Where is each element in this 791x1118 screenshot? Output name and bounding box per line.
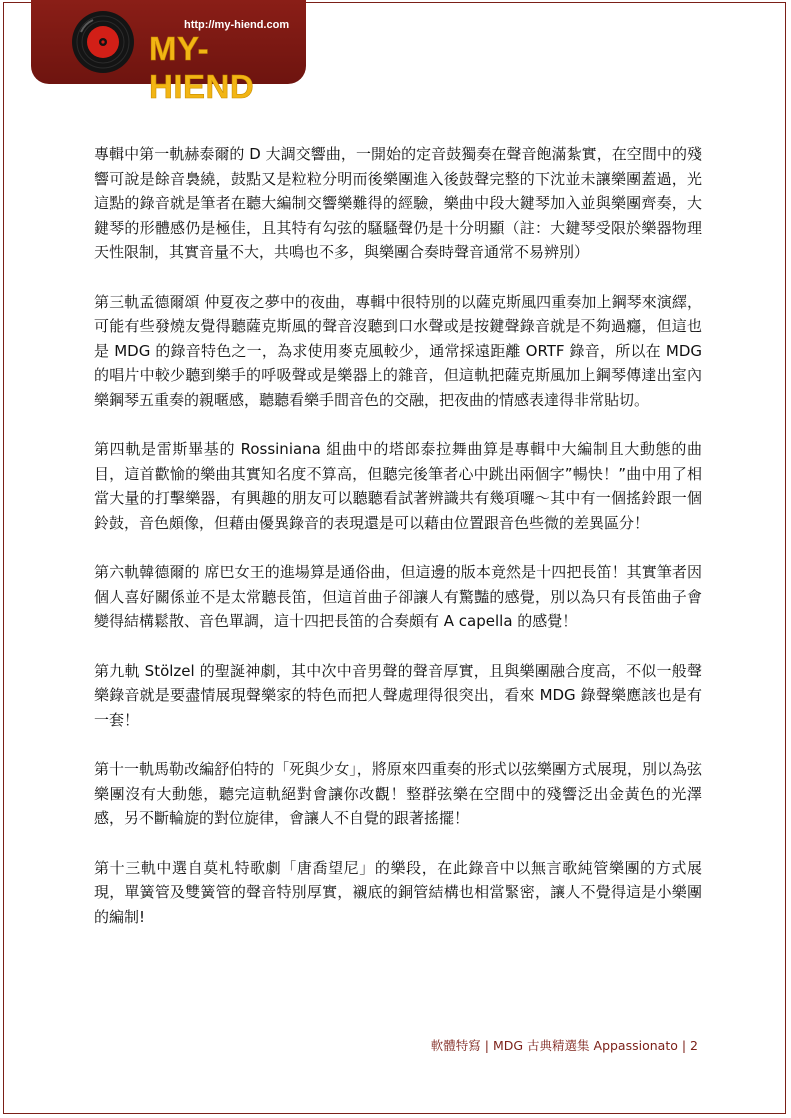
site-name: MY-HIEND [149, 30, 255, 105]
paragraph: 專輯中第一軌赫泰爾的 D 大調交響曲，一開始的定音鼓獨奏在聲音飽滿紮實，在空間中的殘響可說是餘音裊繞，鼓點又是粒粒分明而後樂團進入後鼓聲完整的下沈並未讓樂團蓋過，光這點的錄音就是筆者在聽大編制交響樂難得的經驗，樂曲中段大鍵琴加入並與樂團齊奏，大鍵琴的形體感仍是極佳，且其特有勾弦的騷騷聲仍是十分明顯（註：大鍵琴受限於樂器物理天性限制，其實音量不大，共鳴也不多，與樂團合奏時聲音通常不易辨別） [94, 145, 702, 261]
page-number: 2 [690, 1038, 698, 1053]
site-logo[interactable] [31, 0, 306, 105]
paragraph: 第十三軌中選自莫札特歌劇「唐喬望尼」的樂段，在此錄音中以無言歌純管樂團的方式展現，單簧管及雙簧管的聲音特別厚實，襯底的銅管結構也相當緊密，讓人不覺得這是小樂團的編制! [94, 858, 702, 926]
paragraph: 第九軌 Stölzel 的聖誕神劇，其中次中音男聲的聲音厚實，且與樂團融合度高，不似一般聲樂錄音就是要盡情展現聲樂家的特色而把人聲處理得很突出，看來 MDG 錄聲樂應該也是有一套！ [94, 661, 702, 729]
footer-section: 軟體特寫 [430, 1038, 481, 1053]
vinyl-record-icon [71, 10, 135, 74]
paragraph: 第三軌孟德爾頌 仲夏夜之夢中的夜曲，專輯中很特別的以薩克斯風四重奏加上鋼琴來演繹，可能有些發燒友覺得聽薩克斯風的聲音沒聽到口水聲或是按鍵聲錄音就是不夠過癮，但這也是 MDG 的錄音特色之一，為求使用麥克風較少，通常採遠距離 ORTF 錄音，所以在 MDG 的唱片中較少聽到樂手的呼吸聲或是樂器上的雜音，但這軌把薩克斯風加上鋼琴傳達出室內樂鋼琴五重奏的親暱感，聽聽看樂手間音色的交融，把夜曲的情感表達得非常貼切。 [94, 292, 702, 409]
page-footer: 軟體特寫 | MDG 古典精選集 Appassionato | 2 [430, 1038, 698, 1053]
footer-publication: MDG 古典精選集 Appassionato [492, 1038, 678, 1053]
paragraph: 第四軌是雷斯畢基的 Rossiniana 組曲中的塔郎泰拉舞曲算是專輯中大編制且大動態的曲目，這首歡愉的樂曲其實知名度不算高，但聽完後筆者心中跳出兩個字”暢快！”曲中用了相當大量的打擊樂器，有興趣的朋友可以聽聽看試著辨識共有幾項囉～其中有一個搖鈴跟一個鈴鼓，音色頗像，但藉由優異錄音的表現還是可以藉由位置跟音色些微的差異區分！ [94, 440, 702, 532]
paragraph: 第六軌韓德爾的 席巴女王的進場算是通俗曲，但這邊的版本竟然是十四把長笛！其實筆者因個人喜好關係並不是太常聽長笛，但這首曲子卻讓人有驚豔的感覺，別以為只有長笛曲子會變得結構鬆散、音色單調，這十四把長笛的合奏頗有 A capella 的感覺！ [94, 563, 702, 630]
paragraph: 第十一軌馬勒改編舒伯特的「死與少女」，將原來四重奏的形式以弦樂團方式展現，別以為弦樂團沒有大動態，聽完這軌絕對會讓你改觀！整群弦樂在空間中的殘響泛出金黃色的光澤感，另不斷輪旋的對位旋律，會讓人不自覺的跟著搖擺！ [94, 760, 702, 827]
article-body [94, 142, 702, 954]
site-url[interactable]: http://my-hiend.com [184, 19, 290, 31]
